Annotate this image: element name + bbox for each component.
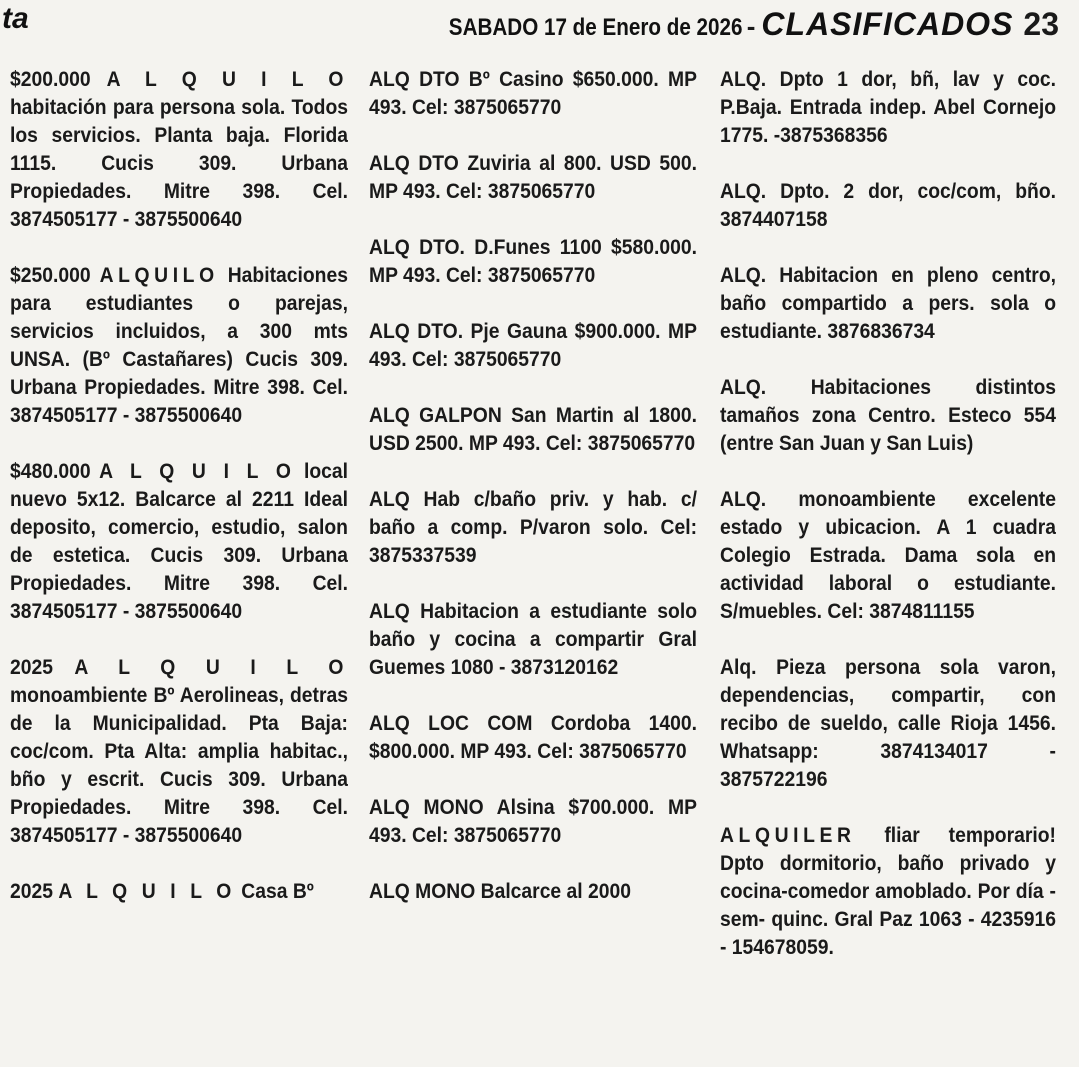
- ad-text: ALQ DTO. D.Funes 1100 $580.000. MP 493. Cel: 3875065770: [369, 236, 697, 287]
- ad-text: ALQ MONO Alsina $700.000. MP 493. Cel: 3875065770: [369, 796, 697, 847]
- ad-price: $200.000: [10, 68, 91, 91]
- header-info: [401, 6, 1059, 43]
- ad-text: ALQ Hab c/baño priv. y hab. c/ baño a comp. P/varon solo. Cel: 3875337539: [369, 488, 697, 567]
- masthead-fragment: ta: [2, 2, 29, 35]
- ad-keyword: A L Q U I L O: [106, 68, 348, 91]
- ad-text: ALQ. Habitaciones distintos tamaños zona Centro. Esteco 554 (entre San Juan y San Luis): [720, 376, 1056, 455]
- ad-text: ALQ DTO. Pje Gauna $900.000. MP 493. Cel: 3875065770: [369, 320, 697, 371]
- ad-keyword: A L Q U I L O: [58, 880, 236, 903]
- classified-ad: [720, 486, 1056, 626]
- classified-ad: [369, 66, 697, 122]
- classified-ad: [10, 654, 348, 850]
- classified-ad: [369, 150, 697, 206]
- ad-text: habitación para persona sola. Todos los servicios. Planta baja. Florida 1115. Cucis 309. Urbana Propiedades. Mitre 398. Cel. 3874505177 - 3875500640: [10, 96, 348, 231]
- issue-date: SABADO 17 de Enero de 2026: [449, 14, 743, 41]
- classified-ad: [369, 234, 697, 290]
- ad-text: ALQ. Dpto. 2 dor, coc/com, bño. 3874407158: [720, 180, 1056, 231]
- classified-ad: [10, 458, 348, 626]
- classified-ad: [369, 710, 697, 766]
- ad-text: Habitaciones para estudiantes o parejas, servicios incluidos, a 300 mts UNSA. (Bº Castañares) Cucis 309. Urbana Propiedades. Mitre 398. Cel. 3874505177 - 3875500640: [10, 264, 348, 427]
- page-number: 23: [1023, 6, 1059, 42]
- ad-text: ALQ. monoambiente excelente estado y ubicacion. A 1 cuadra Colegio Estrada. Dama sola en actividad laboral o estudiante. S/muebles. Cel: 3874811155: [720, 488, 1056, 623]
- classifieds-column-2: [369, 66, 697, 1067]
- ad-keyword: A L Q U I L O: [74, 656, 348, 679]
- classified-ad: [369, 878, 697, 906]
- classified-ad: [720, 262, 1056, 346]
- classified-ad: [720, 374, 1056, 458]
- section-title: CLASIFICADOS: [761, 6, 1014, 42]
- classified-ad: [369, 318, 697, 374]
- classified-ad: [720, 654, 1056, 794]
- classified-ad: [10, 262, 348, 430]
- ad-text: monoambiente Bº Aerolineas, detras de la Municipalidad. Pta Baja: coc/com. Pta Alta: amplia habitac., bño y escrit. Cucis 309. Urbana Propiedades. Mitre 398. Cel. 3874505177 - 3875500640: [10, 684, 348, 847]
- ad-price: $250.000: [10, 264, 91, 287]
- ad-keyword: A L Q U I L O: [99, 460, 296, 483]
- ad-text: ALQ Habitacion a estudiante solo baño y cocina a compartir Gral Guemes 1080 - 3873120162: [369, 600, 697, 679]
- ad-price: $480.000: [10, 460, 91, 483]
- classified-ad: [10, 878, 348, 906]
- classified-ad: [369, 598, 697, 682]
- ad-text: ALQ DTO Zuviria al 800. USD 500. MP 493. Cel: 3875065770: [369, 152, 697, 203]
- classifieds-column-3: [720, 66, 1056, 1067]
- classified-ad: [369, 794, 697, 850]
- classified-ad: [369, 486, 697, 570]
- ad-text: fliar temporario! Dpto dormitorio, baño privado y cocina-comedor amoblado. Por día -sem- quinc. Gral Paz 1063 - 4235916 - 154678059.: [720, 824, 1056, 959]
- page-header: [0, 0, 1079, 54]
- ad-price: 2025: [10, 656, 53, 679]
- ad-text: ALQ MONO Balcarce al 2000: [369, 880, 632, 903]
- ad-text: Alq. Pieza persona sola varon, dependencias, compartir, con recibo de sueldo, calle Rioja 1456. Whatsapp: 3874134017 - 3875722196: [720, 656, 1056, 791]
- ad-text: ALQ GALPON San Martin al 1800. USD 2500. MP 493. Cel: 3875065770: [369, 404, 697, 455]
- ad-text: ALQ DTO Bº Casino $650.000. MP 493. Cel: 3875065770: [369, 68, 697, 119]
- classified-ad: [369, 402, 697, 458]
- ad-keyword: ALQUILO: [99, 264, 219, 287]
- classified-ad: [720, 66, 1056, 150]
- ad-text: ALQ. Habitacion en pleno centro, baño compartido a pers. sola o estudiante. 3876836734: [720, 264, 1056, 343]
- ad-text: local nuevo 5x12. Balcarce al 2211 Ideal deposito, comercio, estudio, salon de estetica. Cucis 309. Urbana Propiedades. Mitre 398. Cel. 3874505177 - 3875500640: [10, 460, 348, 623]
- ad-keyword: ALQUILER: [720, 824, 856, 847]
- ad-text: ALQ. Dpto 1 dor, bñ, lav y coc. P.Baja. Entrada indep. Abel Cornejo 1775. -3875368356: [720, 68, 1056, 147]
- header-separator: -: [746, 11, 756, 41]
- ad-price: 2025: [10, 880, 53, 903]
- classified-ad: [720, 178, 1056, 234]
- ad-text: Casa Bº: [241, 880, 314, 903]
- classifieds-column-1: [10, 66, 348, 1067]
- classified-ad: [720, 822, 1056, 962]
- ad-text: ALQ LOC COM Cordoba 1400. $800.000. MP 493. Cel: 3875065770: [369, 712, 697, 763]
- classified-ad: [10, 66, 348, 234]
